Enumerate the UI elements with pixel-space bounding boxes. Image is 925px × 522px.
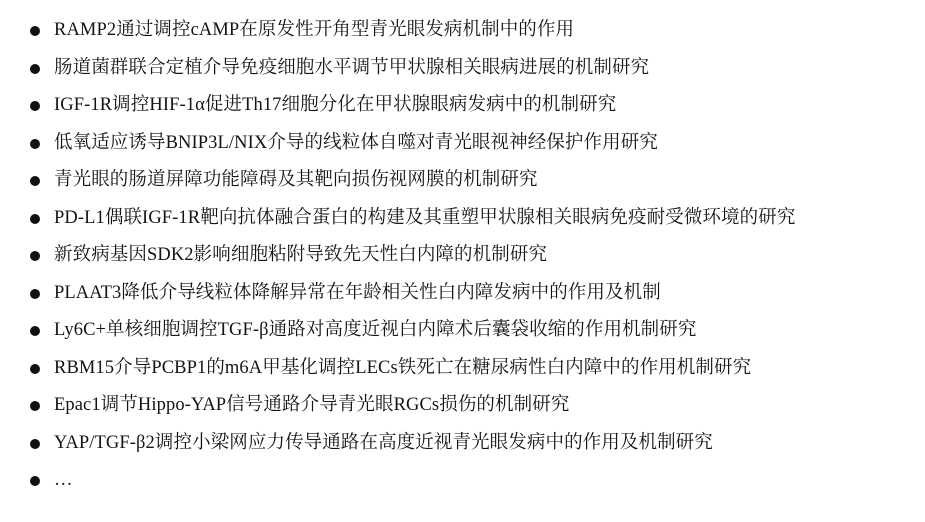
list-item: [30, 162, 901, 200]
list-item: [30, 87, 901, 125]
bullet-dot-icon: [30, 64, 40, 74]
bullet-list: [30, 12, 901, 500]
list-item-text: IGF-1R调控HIF-1α促进Th17细胞分化在甲状腺眼病发病中的机制研究: [54, 95, 617, 115]
list-item-text: 青光眼的肠道屏障功能障碍及其靶向损伤视网膜的机制研究: [54, 170, 538, 190]
list-item: [30, 50, 901, 88]
list-item: [30, 462, 901, 500]
list-item-text: RAMP2通过调控cAMP在原发性开角型青光眼发病机制中的作用: [54, 20, 575, 40]
bullet-dot-icon: [30, 289, 40, 299]
list-item-text: RBM15介导PCBP1的m6A甲基化调控LECs铁死亡在糖尿病性白内障中的作用机制研究: [54, 357, 752, 378]
list-item-text: 肠道菌群联合定植介导免疫细胞水平调节甲状腺相关眼病进展的机制研究: [54, 57, 650, 78]
list-item: [30, 425, 901, 463]
list-item-text: 低氧适应诱导BNIP3L/NIX介导的线粒体自噬对青光眼视神经保护作用研究: [54, 132, 658, 153]
bullet-dot-icon: [30, 176, 40, 186]
list-item-text: PLAAT3降低介导线粒体降解异常在年龄相关性白内障发病中的作用及机制: [54, 282, 661, 303]
list-item: [30, 12, 901, 50]
list-item-text: Ly6C+单核细胞调控TGF-β通路对高度近视白内障术后囊袋收缩的作用机制研究: [54, 320, 697, 340]
bullet-dot-icon: [30, 139, 40, 149]
list-item: [30, 312, 901, 350]
bullet-dot-icon: [30, 101, 40, 111]
bullet-dot-icon: [30, 476, 40, 486]
list-item: [30, 387, 901, 425]
list-item: [30, 237, 901, 275]
bullet-dot-icon: [30, 214, 40, 224]
bullet-dot-icon: [30, 26, 40, 36]
list-item: [30, 275, 901, 313]
bullet-dot-icon: [30, 251, 40, 261]
list-item-text: …: [54, 470, 74, 490]
bullet-dot-icon: [30, 364, 40, 374]
list-item: [30, 350, 901, 388]
bullet-dot-icon: [30, 401, 40, 411]
list-item: [30, 125, 901, 163]
list-item-text: PD-L1偶联IGF-1R靶向抗体融合蛋白的构建及其重塑甲状腺相关眼病免疫耐受微环境的研究: [54, 207, 796, 228]
list-item-text: 新致病基因SDK2影响细胞粘附导致先天性白内障的机制研究: [54, 245, 548, 265]
list-item-text: YAP/TGF-β2调控小梁网应力传导通路在高度近视青光眼发病中的作用及机制研究: [54, 432, 713, 453]
bullet-dot-icon: [30, 326, 40, 336]
list-item-text: Epac1调节Hippo-YAP信号通路介导青光眼RGCs损伤的机制研究: [54, 395, 570, 415]
list-item: [30, 200, 901, 238]
bullet-dot-icon: [30, 439, 40, 449]
